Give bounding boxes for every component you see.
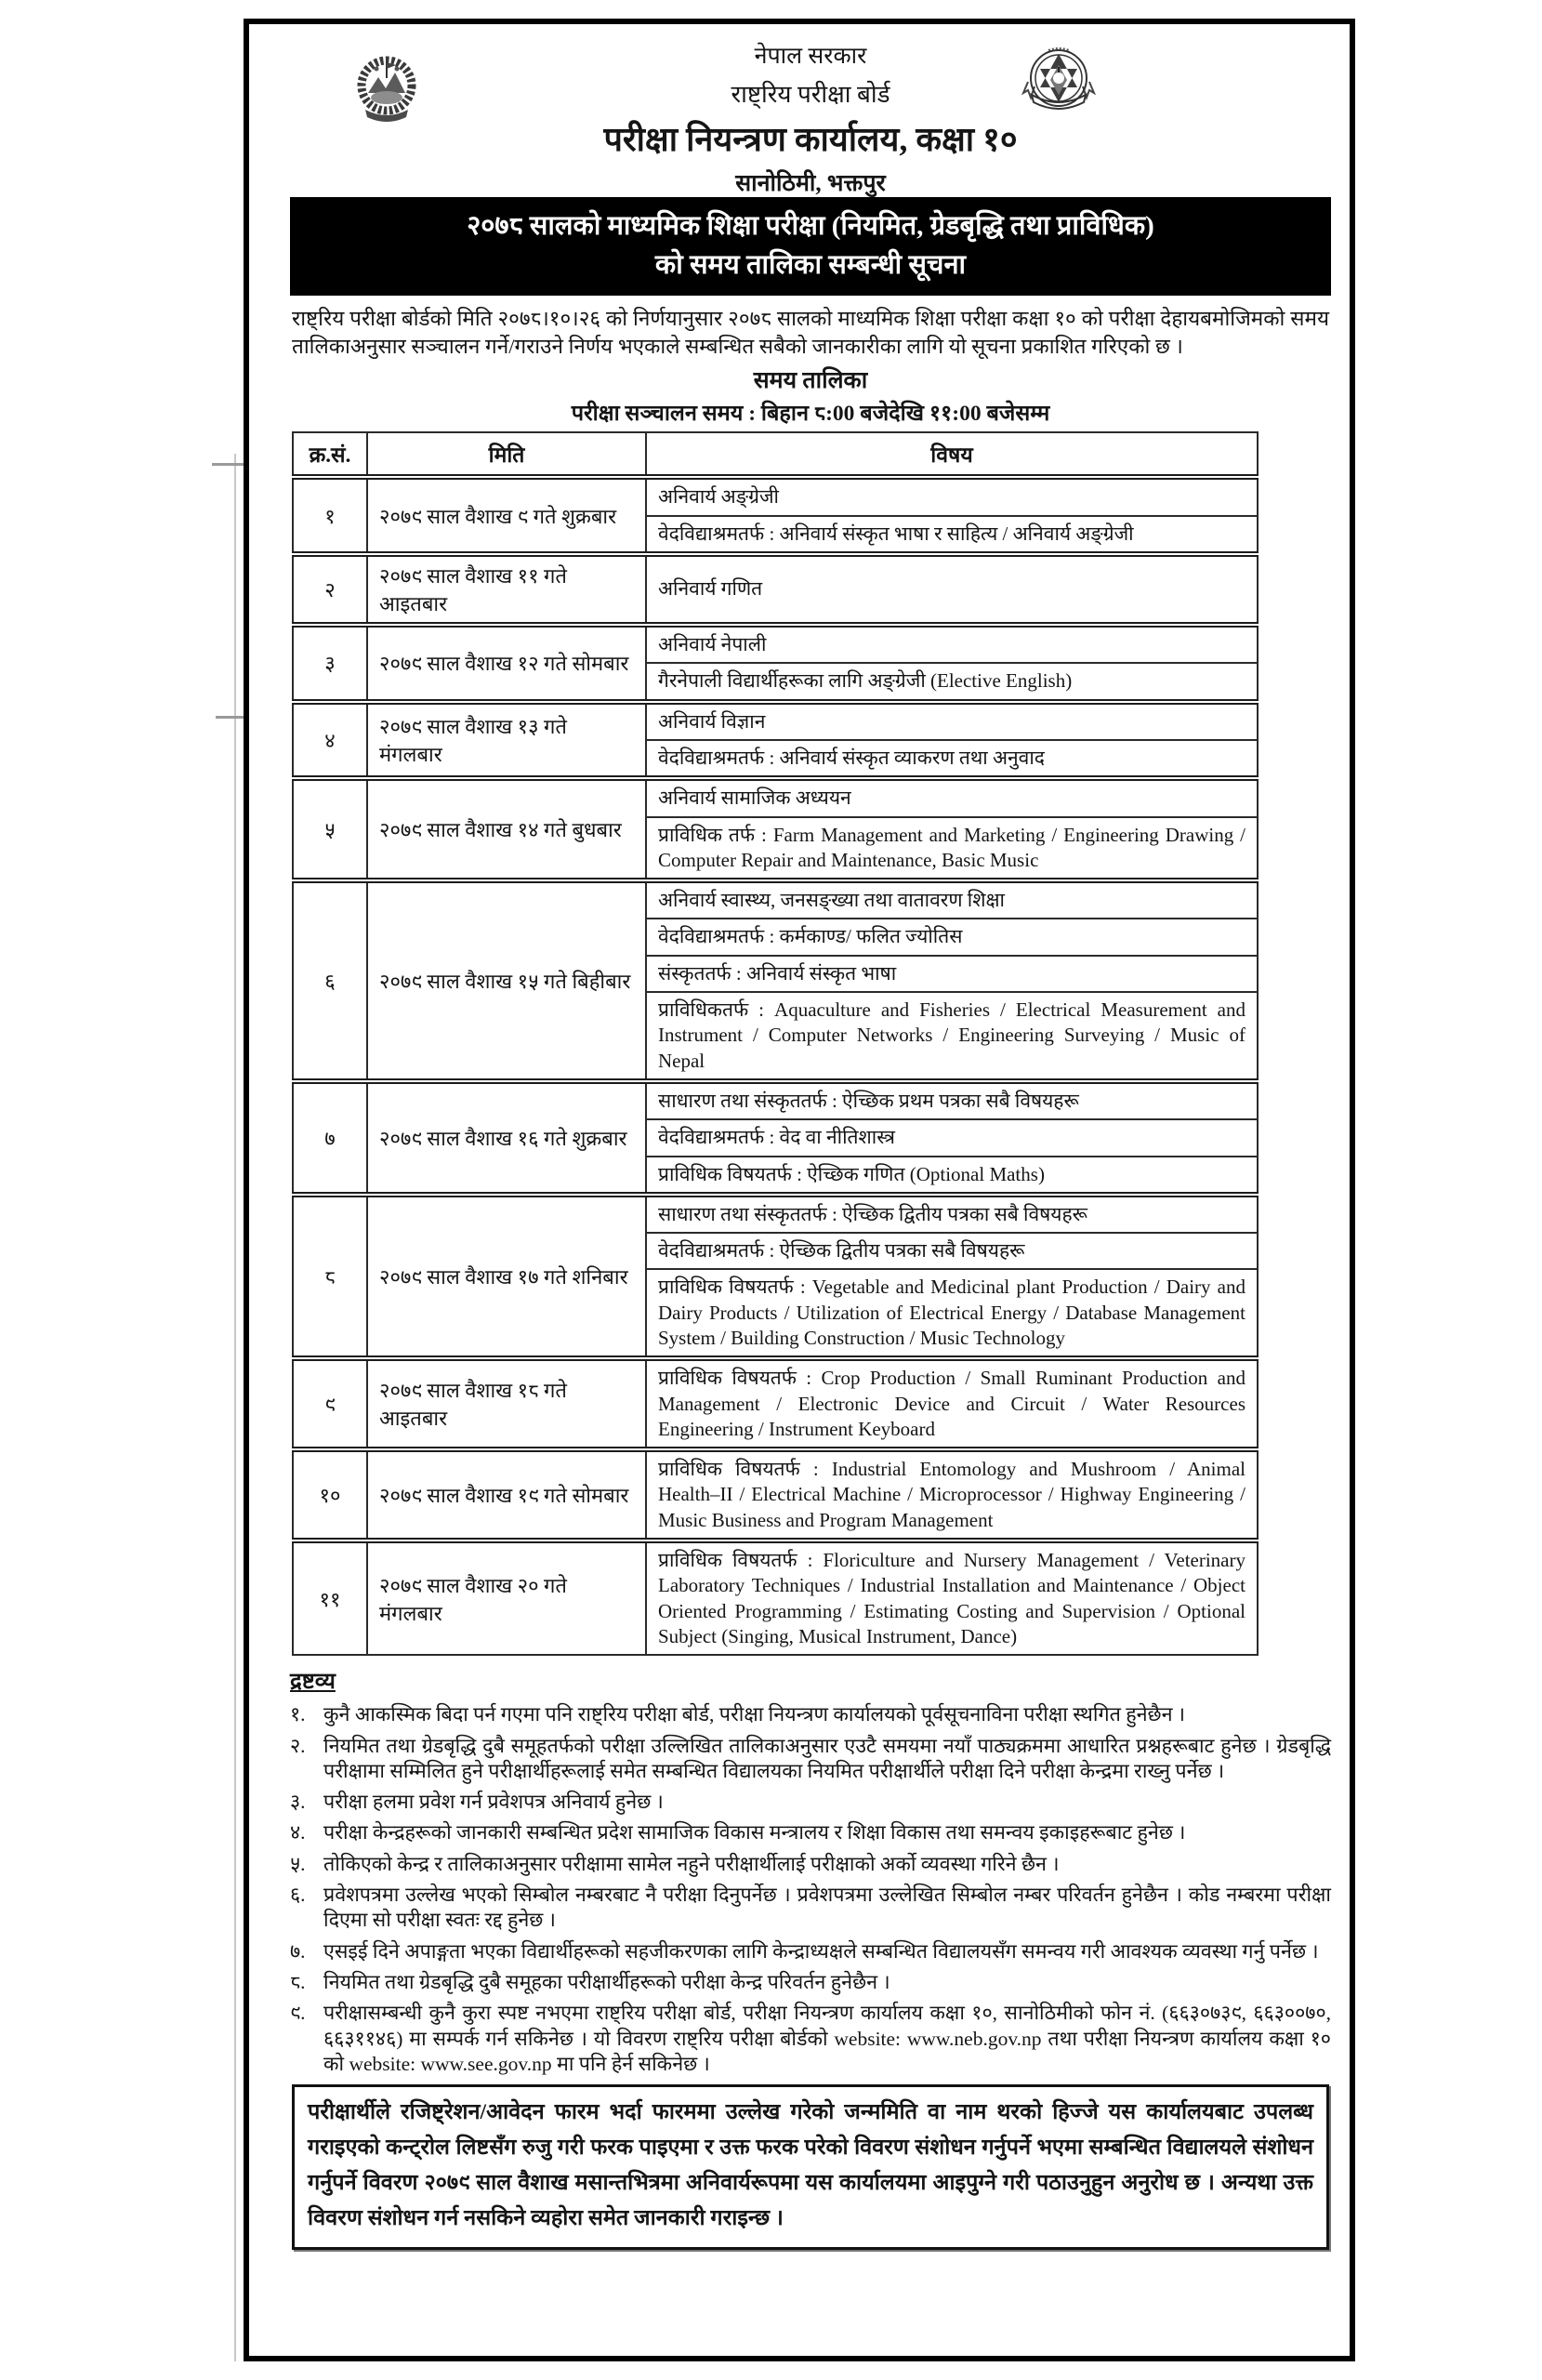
table-header-row <box>293 432 1258 477</box>
note-item <box>290 1883 1331 1934</box>
subject-cell: प्राविधिक विषयतर्फ : Crop Production / Small Ruminant Production and Management / Electronic Device and Circuit / Water Resources Engineering / Instrument Keyboard <box>646 1358 1258 1449</box>
col-header-sn: क्र.सं. <box>293 432 367 477</box>
exam-schedule-table <box>292 431 1259 1656</box>
row-sn: ३ <box>293 625 367 702</box>
subject-cell: प्राविधिक विषयतर्फ : Vegetable and Medicinal plant Production / Dairy and Dairy Products / Utilization of Electrical Energy / Database Management System / Building Construction / Music Technology <box>646 1269 1258 1358</box>
subject-cell: प्राविधिक विषयतर्फ : ऐच्छिक गणित (Optional Maths) <box>646 1157 1258 1195</box>
subject-cell: वेदविद्याश्रमतर्फ : वेद वा नीतिशास्त्र <box>646 1119 1258 1156</box>
note-item <box>290 1734 1331 1785</box>
note-item <box>290 1939 1331 1964</box>
note-item <box>290 1852 1331 1877</box>
notice-document <box>244 19 1355 2361</box>
subject-cell: वेदविद्याश्रमतर्फ : कर्मकाण्ड/ फलित ज्योतिस <box>646 919 1258 955</box>
banner-line-2: को समय तालिका सम्बन्धी सूचना <box>654 250 967 281</box>
table-row <box>293 1449 1258 1540</box>
row-date: २०७९ साल वैशाख १७ गते शनिबार <box>367 1195 646 1358</box>
scan-edge-line <box>234 454 236 2361</box>
note-text: एसइई दिने अपाङ्गता भएका विद्यार्थीहरूको सहजीकरणका लागि केन्द्राध्यक्षले सम्बन्धित विद्यालयसँग समन्वय गरी आवश्यक व्यवस्था गर्नु पर्नेछ । <box>323 1939 1319 1963</box>
note-text: नियमित तथा ग्रेडबृद्धि दुबै समूहका परीक्षार्थीहरूको परीक्षा केन्द्र परिवर्तन हुनेछैन । <box>323 1970 890 1993</box>
subject-cell: वेदविद्याश्रमतर्फ : अनिवार्य संस्कृत व्याकरण तथा अनुवाद <box>646 740 1258 778</box>
row-sn: ८ <box>293 1195 367 1358</box>
nepal-coat-of-arms-icon <box>355 50 418 135</box>
note-number: २. <box>290 1734 306 1757</box>
table-row <box>293 880 1258 919</box>
subject-cell: साधारण तथा संस्कृततर्फ : ऐच्छिक प्रथम पत्रका सबै विषयहरू <box>646 1081 1258 1119</box>
subject-cell: संस्कृततर्फ : अनिवार्य संस्कृत भाषा <box>646 956 1258 992</box>
subject-cell: अनिवार्य सामाजिक अध्ययन <box>646 778 1258 816</box>
row-sn: १ <box>293 477 367 554</box>
subject-cell: अनिवार्य स्वास्थ्य, जनसङ्ख्या तथा वातावरण शिक्षा <box>646 880 1258 919</box>
row-date: २०७९ साल वैशाख २० गते मंगलबार <box>367 1540 646 1655</box>
exam-time-line: परीक्षा सञ्चालन समय : बिहान ८:00 बजेदेखि ११:00 बजेसम्म <box>571 402 1050 427</box>
table-row <box>293 702 1258 740</box>
note-text: प्रवेशपत्रमा उल्लेख भएको सिम्बोल नम्बरबाट नै परीक्षा दिनुपर्नेछ । प्रवेशपत्रमा उल्लेखित सिम्बोल नम्बर परिवर्तन हुनेछैन । कोड नम्बरमा परीक्षा दिएमा सो परीक्षा स्वतः रद्द हुनेछ । <box>323 1884 1331 1932</box>
subject-cell: प्राविधिक तर्फ : Farm Management and Marketing / Engineering Drawing / Computer Repair and Maintenance, Basic Music <box>646 817 1258 881</box>
note-item <box>290 1820 1331 1845</box>
row-sn: ६ <box>293 880 367 1081</box>
col-header-date: मिति <box>367 432 646 477</box>
subject-cell: अनिवार्य विज्ञान <box>646 702 1258 740</box>
table-row <box>293 554 1258 625</box>
notice-title-banner <box>290 197 1331 296</box>
note-number: ४. <box>290 1821 306 1844</box>
row-sn: ९ <box>293 1358 367 1449</box>
office-title: परीक्षा नियन्त्रण कार्यालय, कक्षा १० <box>603 121 1018 158</box>
note-text: परीक्षा हलमा प्रवेश गर्न प्रवेशपत्र अनिवार्य हुनेछ । <box>323 1791 664 1814</box>
note-number: ९. <box>290 2002 306 2025</box>
row-date: २०७९ साल वैशाख १२ गते सोमबार <box>367 625 646 702</box>
table-row <box>293 1358 1258 1449</box>
table-row <box>293 1195 1258 1233</box>
row-sn: १० <box>293 1449 367 1540</box>
note-item <box>290 1970 1331 1995</box>
row-sn: ११ <box>293 1540 367 1655</box>
note-number: ६. <box>290 1884 306 1907</box>
note-number: ५. <box>290 1852 306 1875</box>
table-row <box>293 1081 1258 1119</box>
note-text: तोकिएको केन्द्र र तालिकाअनुसार परीक्षामा सामेल नहुने परीक्षार्थीलाई परीक्षाको अर्को व्यवस्था गरिने छैन । <box>323 1852 1060 1875</box>
row-sn: ७ <box>293 1081 367 1195</box>
subject-cell: प्राविधिक विषयतर्फ : Industrial Entomology and Mushroom / Animal Health–II / Electrical Machine / Microprocessor / Highway Engineering / Music Business and Program Management <box>646 1449 1258 1540</box>
subject-cell: अनिवार्य नेपाली <box>646 625 1258 663</box>
subject-cell: वेदविद्याश्रमतर्फ : अनिवार्य संस्कृत भाषा र साहित्य / अनिवार्य अङ्ग्रेजी <box>646 516 1258 554</box>
table-row <box>293 1540 1258 1655</box>
subject-cell: प्राविधिक विषयतर्फ : Floriculture and Nursery Management / Veterinary Laboratory Techniques / Industrial Installation and Maintenance / Object Oriented Programming / Estimating Costing and Supervision / Optional Subject (Singing, Musical Instrument, Dance) <box>646 1540 1258 1655</box>
row-date: २०७९ साल वैशाख ९ गते शुक्रबार <box>367 477 646 554</box>
note-number: ३. <box>290 1791 306 1814</box>
subject-cell: अनिवार्य गणित <box>646 554 1258 625</box>
government-line: नेपाल सरकार <box>754 44 867 69</box>
subject-cell: अनिवार्य अङ्ग्रेजी <box>646 477 1258 515</box>
subject-cell: प्राविधिकतर्फ : Aquaculture and Fisheries / Electrical Measurement and Instrument / Computer Networks / Engineering Surveying / Music of Nepal <box>646 992 1258 1081</box>
table-row <box>293 778 1258 816</box>
row-sn: ४ <box>293 702 367 779</box>
intro-paragraph: राष्ट्रिय परीक्षा बोर्डको मिति २०७८।१०।२६ को निर्णयानुसार २०७८ सालको माध्यमिक शिक्षा परीक्षा कक्षा १० को परीक्षा देहायबमोजिमको समय तालिकाअनुसार सञ्चालन गर्ने/गराउने निर्णय भएकाले सम्बन्धित सबैको जानकारीका लागि यो सूचना प्रकाशित गरिएको छ । <box>292 307 1330 358</box>
row-date: २०७९ साल वैशाख १८ गते आइतबार <box>367 1358 646 1449</box>
table-row <box>293 477 1258 515</box>
table-row <box>293 625 1258 663</box>
note-number: १. <box>290 1703 306 1726</box>
col-header-subject: विषय <box>646 432 1258 477</box>
note-text: कुनै आकस्मिक बिदा पर्न गएमा पनि राष्ट्रिय परीक्षा बोर्ड, परीक्षा नियन्त्रण कार्यालयको पूर्वसूचनाविना परीक्षा स्थगित हुनेछैन । <box>323 1703 1186 1726</box>
note-text: परीक्षा केन्द्रहरूको जानकारी सम्बन्धित प्रदेश सामाजिक विकास मन्त्रालय र शिक्षा विकास तथा समन्वय इकाइहरूबाट हुनेछ । <box>323 1821 1186 1844</box>
note-number: ८. <box>290 1970 306 1993</box>
neb-seal-icon <box>1021 45 1097 127</box>
row-date: २०७९ साल वैशाख १३ गते मंगलबार <box>367 702 646 779</box>
note-number: ७. <box>290 1939 306 1963</box>
board-line: राष्ट्रिय परीक्षा बोर्ड <box>731 81 890 108</box>
note-text: परीक्षासम्बन्धी कुनै कुरा स्पष्ट नभएमा राष्ट्रिय परीक्षा बोर्ड, परीक्षा नियन्त्रण कार्यालय कक्षा १०, सानोठिमीको फोन नं. (६६३०७३९, ६६३००७०, ६६३११४६) मा सम्पर्क गर्न सकिनेछ । यो विवरण राष्ट्रिय परीक्षा बोर्डको website: www.neb.gov.np तथा परीक्षा नियन्त्रण कार्यालय कक्षा १० को website: www.see.gov.np मा पनि हेर्न सकिनेछ । <box>323 2002 1331 2075</box>
row-date: २०७९ साल वैशाख १६ गते शुक्रबार <box>367 1081 646 1195</box>
correction-notice-text: परीक्षार्थीले रजिष्ट्रेशन/आवेदन फारम भर्दा फारममा उल्लेख गरेको जन्ममिति वा नाम थरको हिज्जे यस कार्यालयबाट उपलब्ध गराइएको कन्ट्रोल लिष्टसँग रुजु गरी फरक पाइएमा र उक्त फरक परेको विवरण संशोधन गर्नुपर्ने भएमा सम्बन्धित विद्यालयले संशोधन गर्नुपर्ने विवरण २०७९ साल वैशाख मसान्तभित्रमा अनिवार्यरूपमा यस कार्यालयमा आइपुग्ने गरी पठाउनुहुन अनुरोध छ । अन्यथा उक्त विवरण संशोधन गर्न नसकिने व्यहोरा समेत जानकारी गराइन्छ । <box>308 2100 1313 2231</box>
row-date: २०७९ साल वैशाख १५ गते बिहीबार <box>367 880 646 1081</box>
row-date: २०७९ साल वैशाख ११ गते आइतबार <box>367 554 646 625</box>
banner-line-1: २०७८ सालको माध्यमिक शिक्षा परीक्षा (नियमित, ग्रेडबृद्धि तथा प्राविधिक) <box>467 211 1154 241</box>
subject-cell: वेदविद्याश्रमतर्फ : ऐच्छिक द्वितीय पत्रका सबै विषयहरू <box>646 1233 1258 1269</box>
subject-cell: गैरनेपाली विद्यार्थीहरूका लागि अङ्ग्रेजी (Elective English) <box>646 663 1258 701</box>
correction-notice-box <box>292 2084 1329 2250</box>
note-item <box>290 1702 1331 1727</box>
row-sn: २ <box>293 554 367 625</box>
note-item <box>290 2001 1331 2077</box>
note-text: नियमित तथा ग्रेडबृद्धि दुबै समूहतर्फको परीक्षा उल्लिखित तालिकाअनुसार एउटै समयमा नयाँ पाठ्यक्रममा आधारित प्रश्नहरूबाट हुनेछ । ग्रेडबृद्धि परीक्षामा सम्मिलित हुने परीक्षार्थीहरूलाई समेत सम्बन्धित विद्यालयका नियमित परीक्षार्थीले परीक्षा दिने परीक्षा केन्द्रमा राख्नु पर्नेछ । <box>323 1734 1331 1782</box>
subject-cell: साधारण तथा संस्कृततर्फ : ऐच्छिक द्वितीय पत्रका सबै विषयहरू <box>646 1195 1258 1233</box>
schedule-title: समय तालिका <box>753 368 868 394</box>
row-sn: ५ <box>293 778 367 880</box>
masthead <box>290 39 1331 196</box>
row-date: २०७९ साल वैशाख १४ गते बुधबार <box>367 778 646 880</box>
note-item <box>290 1790 1331 1815</box>
notes-heading: द्रष्टव्य <box>290 1670 336 1695</box>
office-address: सानोठिमी, भक्तपुर <box>735 171 886 196</box>
row-date: २०७९ साल वैशाख १९ गते सोमबार <box>367 1449 646 1540</box>
